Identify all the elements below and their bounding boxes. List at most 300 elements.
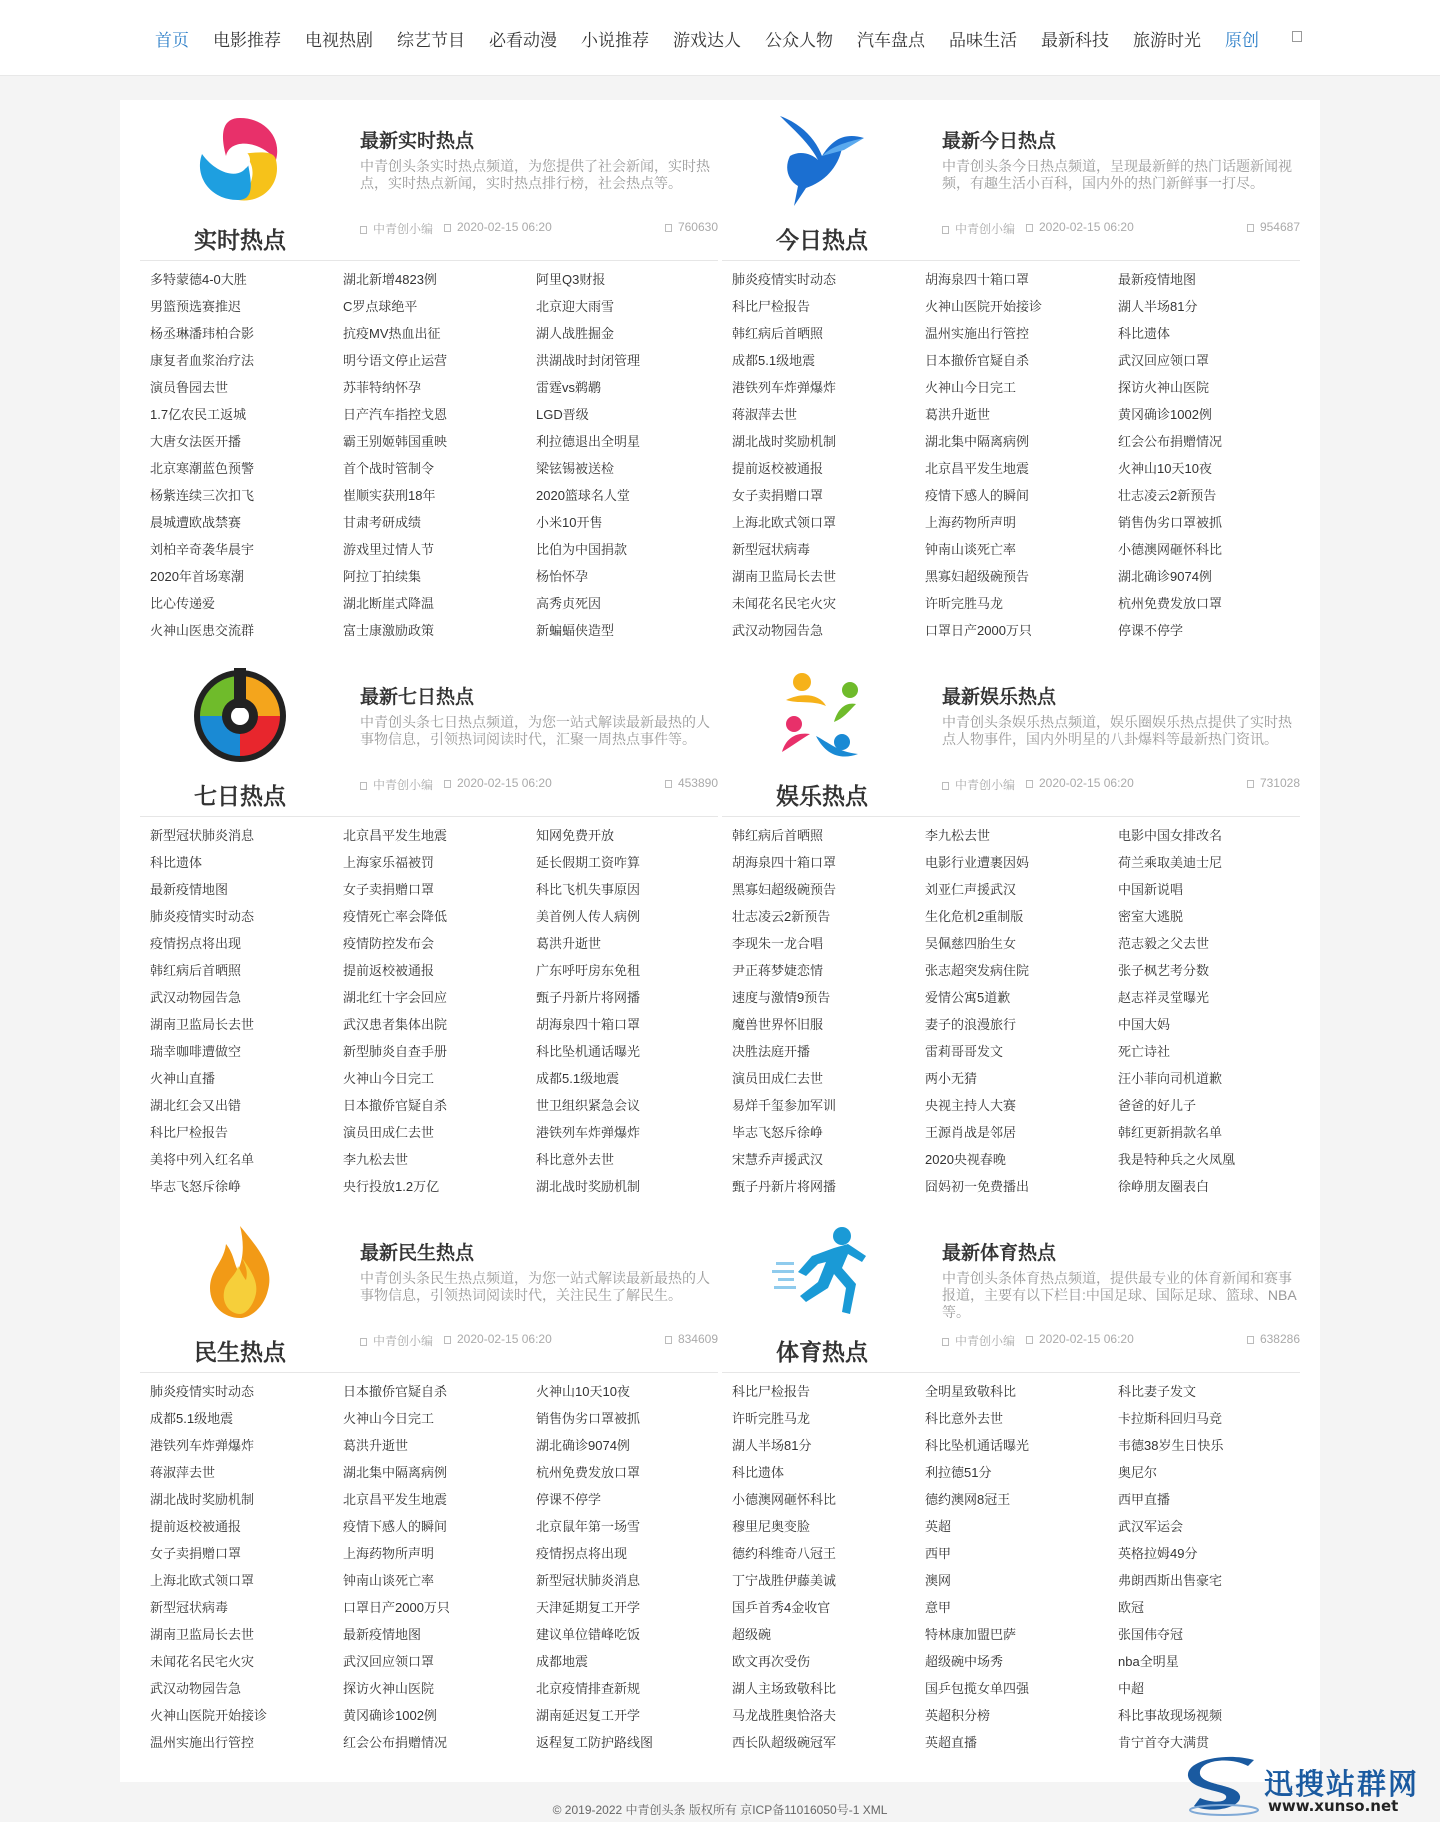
topic-link[interactable]: 尹正蒋梦婕恋情 bbox=[732, 963, 824, 978]
nav-item[interactable]: 首页 bbox=[155, 30, 189, 50]
topic-link[interactable]: 红会公布捐赠情况 bbox=[1118, 434, 1223, 449]
topic-link[interactable]: 欧文再次受伤 bbox=[732, 1654, 811, 1669]
topic-link[interactable]: 武汉患者集体出院 bbox=[343, 1017, 448, 1032]
topic-link[interactable]: 肺炎疫情实时动态 bbox=[150, 1384, 255, 1399]
topic-link[interactable]: 广东呼吁房东免租 bbox=[536, 963, 641, 978]
topic-link[interactable]: 北京疫情排查新规 bbox=[536, 1681, 641, 1696]
topic-link[interactable]: 疫情拐点将出现 bbox=[150, 936, 242, 951]
topic-link[interactable]: 火神山医患交流群 bbox=[150, 623, 255, 638]
topic-link[interactable]: 多特蒙德4-0大胜 bbox=[150, 272, 247, 287]
section-logo[interactable] bbox=[140, 1212, 340, 1372]
author: 中青创小编 bbox=[955, 778, 1016, 792]
topic-link[interactable]: 丁宁战胜伊藤美诚 bbox=[732, 1573, 837, 1588]
topic-link[interactable]: 温州实施出行管控 bbox=[925, 326, 1030, 341]
topic-link[interactable]: 张子枫艺考分数 bbox=[1118, 963, 1210, 978]
topic-link[interactable]: 利拉德51分 bbox=[925, 1465, 992, 1480]
topic-link[interactable]: 知网免费开放 bbox=[536, 828, 615, 843]
section-title[interactable]: 最新实时热点 bbox=[360, 131, 475, 152]
topic-link[interactable]: 洪湖战时封闭管理 bbox=[536, 353, 641, 368]
topic-link[interactable]: 火神山医院开始接诊 bbox=[925, 299, 1043, 314]
nav-item[interactable]: 汽车盘点 bbox=[857, 30, 925, 50]
topic-link[interactable]: 演员田成仁去世 bbox=[732, 1071, 824, 1086]
topic-link[interactable]: 密室大逃脱 bbox=[1118, 909, 1184, 924]
topic-link[interactable]: 停课不停学 bbox=[536, 1492, 602, 1507]
topic-link[interactable]: 抗疫MV热血出征 bbox=[343, 326, 441, 341]
topic-link[interactable]: 中国新说唱 bbox=[1118, 882, 1184, 897]
nav-item[interactable]: 电影推荐 bbox=[213, 30, 281, 50]
topic-link[interactable]: 火神山10天10夜 bbox=[1118, 461, 1212, 476]
topic-link[interactable]: 武汉回应领口罩 bbox=[1118, 353, 1210, 368]
topic-link[interactable]: 李九松去世 bbox=[343, 1152, 409, 1167]
topic-link[interactable]: 国乒首秀4金收官 bbox=[732, 1600, 831, 1615]
topic-link[interactable]: 最新疫情地图 bbox=[1118, 272, 1197, 287]
topic-link[interactable]: 决胜法庭开播 bbox=[732, 1044, 811, 1059]
topic-link[interactable]: 湖人战胜掘金 bbox=[536, 326, 615, 341]
logo-caption: 民生热点 bbox=[194, 1339, 286, 1365]
topic-link[interactable]: 火神山直播 bbox=[150, 1071, 216, 1086]
section-logo[interactable] bbox=[722, 656, 922, 816]
topic-link[interactable]: 武汉动物园告急 bbox=[732, 623, 824, 638]
topic-link[interactable]: 游戏里过情人节 bbox=[343, 542, 435, 557]
section-meta bbox=[360, 1332, 718, 1348]
topic-link[interactable]: 毕志飞怒斥徐峥 bbox=[732, 1125, 824, 1140]
section-logo[interactable] bbox=[722, 100, 922, 260]
topic-link[interactable]: 湖北确诊9074例 bbox=[1118, 569, 1212, 584]
topic-link[interactable]: 肺炎疫情实时动态 bbox=[150, 909, 255, 924]
topic-link[interactable]: 科比尸检报告 bbox=[732, 299, 811, 314]
topic-link[interactable]: 新型肺炎自查手册 bbox=[343, 1044, 448, 1059]
topic-link[interactable]: 蒋淑萍去世 bbox=[732, 407, 798, 422]
topic-link[interactable]: 美首例人传人病例 bbox=[536, 909, 641, 924]
topic-link[interactable]: 苏菲特纳怀孕 bbox=[343, 380, 422, 395]
topic-link[interactable]: 北京寒潮蓝色预警 bbox=[150, 461, 255, 476]
topic-link[interactable]: 销售伪劣口罩被抓 bbox=[1118, 515, 1223, 530]
section-title[interactable]: 最新七日热点 bbox=[360, 687, 475, 708]
topic-link[interactable]: 国乒包揽女单四强 bbox=[925, 1681, 1030, 1696]
topic-link[interactable]: 韩红病后首晒照 bbox=[150, 963, 242, 978]
topic-link[interactable]: 杨紫连续三次扣飞 bbox=[150, 488, 255, 503]
topic-link[interactable]: 超级碗中场秀 bbox=[925, 1654, 1004, 1669]
topic-link[interactable]: 肺炎疫情实时动态 bbox=[732, 272, 837, 287]
topic-link[interactable]: 演员田成仁去世 bbox=[343, 1125, 435, 1140]
topic-link[interactable]: 建议单位错峰吃饭 bbox=[536, 1627, 641, 1642]
topic-link[interactable]: 大唐女法医开播 bbox=[150, 434, 242, 449]
topic-link[interactable]: 霸王别姬韩国重映 bbox=[343, 434, 448, 449]
topic-link[interactable]: 新型冠状病毒 bbox=[150, 1600, 229, 1615]
topic-link[interactable]: 探访火神山医院 bbox=[1118, 380, 1210, 395]
topic-link[interactable]: 湖北新增4823例 bbox=[343, 272, 437, 287]
topic-link[interactable]: 易烊千玺参加军训 bbox=[732, 1098, 837, 1113]
topic-link[interactable]: 妻子的浪漫旅行 bbox=[925, 1017, 1017, 1032]
topic-link[interactable]: 魔兽世界怀旧服 bbox=[732, 1017, 824, 1032]
topic-link[interactable]: 日本撤侨官疑自杀 bbox=[925, 353, 1030, 368]
topic-link[interactable]: 北京迎大雨雪 bbox=[536, 299, 615, 314]
topic-link[interactable]: 蒋淑萍去世 bbox=[150, 1465, 216, 1480]
topic-link[interactable]: 囧妈初一免费播出 bbox=[925, 1179, 1030, 1194]
topic-link[interactable]: LGD晋级 bbox=[536, 407, 589, 422]
topic-link[interactable]: 湖北集中隔离病例 bbox=[925, 434, 1030, 449]
topic-link[interactable]: 张志超突发病住院 bbox=[925, 963, 1030, 978]
section-title[interactable]: 最新体育热点 bbox=[942, 1243, 1057, 1264]
nav-item[interactable]: 品味生活 bbox=[949, 30, 1017, 50]
topic-link[interactable]: 西甲 bbox=[925, 1546, 952, 1561]
section-logo[interactable] bbox=[140, 656, 340, 816]
topic-link[interactable]: 新蝙蝠侠造型 bbox=[536, 623, 615, 638]
topic-link[interactable]: 北京昌平发生地震 bbox=[925, 461, 1030, 476]
topic-link[interactable]: 毕志飞怒斥徐峥 bbox=[150, 1179, 242, 1194]
topic-link[interactable]: 葛洪升逝世 bbox=[343, 1438, 409, 1453]
topic-link[interactable]: 科比妻子发文 bbox=[1118, 1384, 1197, 1399]
topic-link[interactable]: 徐峥朋友圈表白 bbox=[1118, 1179, 1210, 1194]
topic-link[interactable]: 小德澳网砸怀科比 bbox=[1118, 542, 1223, 557]
topic-link[interactable]: 梁铉锡被送检 bbox=[536, 461, 615, 476]
topic-link[interactable]: 葛洪升逝世 bbox=[536, 936, 602, 951]
topic-link[interactable]: nba全明星 bbox=[1118, 1654, 1179, 1669]
topic-link[interactable]: 2020篮球名人堂 bbox=[536, 488, 630, 503]
views-meta bbox=[665, 776, 718, 790]
topic-link[interactable]: 黑寡妇超级碗预告 bbox=[732, 882, 837, 897]
topic-link[interactable]: 电影中国女排改名 bbox=[1118, 828, 1223, 843]
topic-link[interactable]: 科比意外去世 bbox=[925, 1411, 1004, 1426]
topic-link[interactable]: 德约澳网8冠王 bbox=[925, 1492, 1011, 1507]
topic-link[interactable]: 富士康激励政策 bbox=[343, 623, 435, 638]
topic-link[interactable]: 生化危机2重制版 bbox=[925, 909, 1024, 924]
topic-link[interactable]: 荷兰乘取美迪士尼 bbox=[1118, 855, 1223, 870]
topic-link[interactable]: 疫情下感人的瞬间 bbox=[343, 1519, 448, 1534]
topic-link[interactable]: 李九松去世 bbox=[925, 828, 991, 843]
topic-link[interactable]: 马龙战胜奥恰洛夫 bbox=[732, 1708, 837, 1723]
topic-link[interactable]: 王源肖战是邻居 bbox=[925, 1125, 1017, 1140]
topic-link[interactable]: 韩红更新捐款名单 bbox=[1118, 1125, 1223, 1140]
topic-link[interactable]: 上海药物所声明 bbox=[343, 1546, 435, 1561]
topic-link[interactable]: 刘柏辛奇袭华晨宇 bbox=[150, 542, 255, 557]
topic-link[interactable]: 北京鼠年第一场雪 bbox=[536, 1519, 641, 1534]
topic-link[interactable]: 停课不停学 bbox=[1118, 623, 1184, 638]
topic-link[interactable]: 提前返校被通报 bbox=[732, 461, 824, 476]
nav-item[interactable]: 综艺节目 bbox=[397, 30, 465, 50]
topic-link-list bbox=[732, 826, 1310, 1204]
menu-icon[interactable] bbox=[1292, 31, 1302, 42]
topic-link[interactable]: 武汉军运会 bbox=[1118, 1519, 1184, 1534]
topic-link[interactable]: 超级碗 bbox=[732, 1627, 772, 1642]
topic-link[interactable]: 崔顺实获刑18年 bbox=[343, 488, 436, 503]
topic-link[interactable]: 甄子丹新片将网播 bbox=[536, 990, 641, 1005]
topic-link[interactable]: 返程复工防护路线图 bbox=[536, 1735, 654, 1750]
topic-link[interactable]: 武汉回应领口罩 bbox=[343, 1654, 435, 1669]
nav-item[interactable]: 电视热剧 bbox=[305, 30, 373, 50]
topic-link[interactable]: 武汉动物园告急 bbox=[150, 1681, 242, 1696]
topic-link[interactable]: 刘亚仁声援武汉 bbox=[925, 882, 1017, 897]
view-count: 731028 bbox=[1259, 776, 1300, 790]
section-description: 中青创头条实时热点频道，为您提供了社会新闻，实时热点，实时热点新闻，实时热点排行榜，社会热点等。 bbox=[360, 158, 710, 191]
section-logo[interactable] bbox=[140, 100, 340, 260]
topic-link[interactable]: 范志毅之父去世 bbox=[1118, 936, 1210, 951]
topic-link[interactable]: 黄冈确诊1002例 bbox=[1118, 407, 1212, 422]
topic-link[interactable]: 成都5.1级地震 bbox=[732, 353, 816, 368]
topic-link[interactable]: 意甲 bbox=[925, 1600, 952, 1615]
topic-link[interactable]: 提前返校被通报 bbox=[343, 963, 435, 978]
topic-link[interactable]: 口罩日产2000万只 bbox=[925, 623, 1032, 638]
topic-link[interactable]: 北京昌平发生地震 bbox=[343, 828, 448, 843]
topic-link[interactable]: 速度与激情9预告 bbox=[732, 990, 831, 1005]
topic-link[interactable]: 西甲直播 bbox=[1118, 1492, 1171, 1507]
topic-link[interactable]: 中国大妈 bbox=[1118, 1017, 1171, 1032]
user-icon bbox=[360, 782, 367, 790]
topic-link[interactable]: 阿拉丁拍续集 bbox=[343, 569, 422, 584]
topic-link[interactable]: 未闻花名民宅火灾 bbox=[150, 1654, 255, 1669]
topic-link[interactable]: 演员鲁园去世 bbox=[150, 380, 229, 395]
topic-link[interactable]: 钟南山谈死亡率 bbox=[343, 1573, 435, 1588]
topic-link[interactable]: 湖北战时奖励机制 bbox=[150, 1492, 255, 1507]
topic-link[interactable]: 杭州免费发放口罩 bbox=[536, 1465, 641, 1480]
topic-link[interactable]: 肯宁首夺大满贯 bbox=[1118, 1735, 1210, 1750]
topic-link[interactable]: 最新疫情地图 bbox=[343, 1627, 422, 1642]
top-navigation-bar bbox=[0, 0, 1440, 76]
topic-link[interactable]: 上海北欧式领口罩 bbox=[150, 1573, 255, 1588]
topic-link[interactable]: 美将中列入红名单 bbox=[150, 1152, 255, 1167]
topic-link[interactable]: 上海药物所声明 bbox=[925, 515, 1017, 530]
author-meta bbox=[360, 220, 433, 237]
topic-link[interactable]: 北京昌平发生地震 bbox=[343, 1492, 448, 1507]
topic-link[interactable]: 火神山10天10夜 bbox=[536, 1384, 630, 1399]
topic-link[interactable]: 明兮语文停止运营 bbox=[343, 353, 448, 368]
topic-link[interactable]: 利拉德退出全明星 bbox=[536, 434, 641, 449]
topic-link[interactable]: 卡拉斯科回归马竞 bbox=[1118, 1411, 1223, 1426]
topic-link[interactable]: 英格拉姆49分 bbox=[1118, 1546, 1198, 1561]
topic-link[interactable]: 壮志凌云2新预告 bbox=[1118, 488, 1217, 503]
topic-link[interactable]: 首个战时管制令 bbox=[343, 461, 435, 476]
user-icon bbox=[942, 782, 949, 790]
topic-link[interactable]: 新型冠状病毒 bbox=[732, 542, 811, 557]
topic-link[interactable]: 销售伪劣口罩被抓 bbox=[536, 1411, 641, 1426]
topic-link[interactable]: 杭州免费发放口罩 bbox=[1118, 596, 1223, 611]
user-icon bbox=[942, 1338, 949, 1346]
section-title[interactable]: 最新娱乐热点 bbox=[942, 687, 1057, 708]
topic-link[interactable]: 火神山今日完工 bbox=[343, 1411, 435, 1426]
topic-link[interactable]: 疫情拐点将出现 bbox=[536, 1546, 628, 1561]
topic-link[interactable]: 温州实施出行管控 bbox=[150, 1735, 255, 1750]
eye-icon bbox=[1247, 1336, 1254, 1344]
topic-link[interactable]: 提前返校被通报 bbox=[150, 1519, 242, 1534]
nav-item[interactable]: 原创 bbox=[1225, 30, 1259, 50]
topic-link[interactable]: 探访火神山医院 bbox=[343, 1681, 435, 1696]
topic-link[interactable]: 男篮预选赛推迟 bbox=[150, 299, 242, 314]
topic-link[interactable]: 许昕完胜马龙 bbox=[925, 596, 1004, 611]
topic-link[interactable]: 韦德38岁生日快乐 bbox=[1118, 1438, 1224, 1453]
topic-link[interactable]: 口罩日产2000万只 bbox=[343, 1600, 450, 1615]
topic-link[interactable]: 港铁列车炸弹爆炸 bbox=[732, 380, 837, 395]
topic-link[interactable]: 科比尸检报告 bbox=[150, 1125, 229, 1140]
topic-link[interactable]: 电影行业遭裹因妈 bbox=[925, 855, 1030, 870]
topic-link[interactable]: 新型冠状肺炎消息 bbox=[536, 1573, 641, 1588]
topic-link[interactable]: 英超直播 bbox=[925, 1735, 978, 1750]
topic-link[interactable]: 西长队超级碗冠军 bbox=[732, 1735, 837, 1750]
topic-link[interactable]: 1.7亿农民工返城 bbox=[150, 407, 247, 422]
topic-link[interactable]: 央视主持人大赛 bbox=[925, 1098, 1017, 1113]
date-meta bbox=[1026, 220, 1134, 234]
topic-link[interactable]: 胡海泉四十箱口罩 bbox=[536, 1017, 641, 1032]
topic-link[interactable]: 欧冠 bbox=[1118, 1600, 1145, 1615]
nav-item[interactable]: 公众人物 bbox=[765, 30, 833, 50]
topic-link[interactable]: 火神山医院开始接诊 bbox=[150, 1708, 268, 1723]
topic-link[interactable]: 疫情死亡率会降低 bbox=[343, 909, 448, 924]
topic-link[interactable]: 杨丞琳潘玮柏合影 bbox=[150, 326, 255, 341]
topic-link[interactable]: 韩红病后首晒照 bbox=[732, 326, 824, 341]
topic-link[interactable]: 韩红病后首晒照 bbox=[732, 828, 824, 843]
topic-link[interactable]: 小德澳网砸怀科比 bbox=[732, 1492, 837, 1507]
topic-link[interactable]: 疫情防控发布会 bbox=[343, 936, 435, 951]
topic-link[interactable]: 特林康加盟巴萨 bbox=[925, 1627, 1017, 1642]
topic-link[interactable]: 科比坠机通话曝光 bbox=[925, 1438, 1030, 1453]
topic-link[interactable]: 奥尼尔 bbox=[1118, 1465, 1158, 1480]
topic-link[interactable]: 张国伟夺冠 bbox=[1118, 1627, 1184, 1642]
nav-item[interactable]: 小说推荐 bbox=[581, 30, 649, 50]
topic-link[interactable]: 雷霆vs鹈鹕 bbox=[536, 380, 602, 395]
topic-link[interactable]: 日产汽车指控戈恩 bbox=[343, 407, 448, 422]
topic-link[interactable]: 湖南卫监局长去世 bbox=[732, 569, 837, 584]
topic-link[interactable]: 赵志祥灵堂曝光 bbox=[1118, 990, 1210, 1005]
topic-link[interactable]: 成都5.1级地震 bbox=[150, 1411, 234, 1426]
topic-link[interactable]: 2020央视春晚 bbox=[925, 1152, 1006, 1167]
topic-link[interactable]: 黑寡妇超级碗预告 bbox=[925, 569, 1030, 584]
topic-link[interactable]: 疫情下感人的瞬间 bbox=[925, 488, 1030, 503]
topic-link[interactable]: 穆里尼奥变脸 bbox=[732, 1519, 811, 1534]
topic-link[interactable]: 吴佩慈四胎生女 bbox=[925, 936, 1017, 951]
topic-link[interactable]: 高秀贞死因 bbox=[536, 596, 602, 611]
topic-link[interactable]: 天津延期复工开学 bbox=[536, 1600, 641, 1615]
topic-link[interactable]: 湖北战时奖励机制 bbox=[536, 1179, 641, 1194]
topic-link[interactable]: 湖人半场81分 bbox=[1118, 299, 1198, 314]
topic-link[interactable]: 女子卖捐赠口罩 bbox=[343, 882, 435, 897]
topic-link[interactable]: 胡海泉四十箱口罩 bbox=[732, 855, 837, 870]
topic-link[interactable]: 全明星致敬科比 bbox=[925, 1384, 1017, 1399]
logo-caption: 娱乐热点 bbox=[776, 783, 868, 809]
topic-link[interactable]: 科比坠机通话曝光 bbox=[536, 1044, 641, 1059]
topic-link[interactable]: 我是特种兵之火凤凰 bbox=[1118, 1152, 1236, 1167]
topic-link[interactable]: 甘肃考研成绩 bbox=[343, 515, 422, 530]
topic-link[interactable]: 英超积分榜 bbox=[925, 1708, 991, 1723]
topic-link[interactable]: 央行投放1.2万亿 bbox=[343, 1179, 440, 1194]
topic-link[interactable]: 湖人主场致敬科比 bbox=[732, 1681, 837, 1696]
date-meta bbox=[444, 220, 552, 234]
topic-link[interactable]: 许昕完胜马龙 bbox=[732, 1411, 811, 1426]
topic-link[interactable]: 延长假期工资咋算 bbox=[536, 855, 641, 870]
topic-link[interactable]: 科比飞机失事原因 bbox=[536, 882, 641, 897]
topic-link[interactable]: 胡海泉四十箱口罩 bbox=[925, 272, 1030, 287]
section-logo[interactable] bbox=[722, 1212, 922, 1372]
topic-link[interactable]: 杨怡怀孕 bbox=[536, 569, 589, 584]
topic-link-list bbox=[150, 826, 728, 1204]
topic-link[interactable]: 晨城遭欧战禁赛 bbox=[150, 515, 242, 530]
topic-link[interactable]: 日本撤侨官疑自杀 bbox=[343, 1098, 448, 1113]
topic-link[interactable]: 日本撤侨官疑自杀 bbox=[343, 1384, 448, 1399]
topic-link[interactable]: 湖南延迟复工开学 bbox=[536, 1708, 641, 1723]
topic-link[interactable]: 阿里Q3财报 bbox=[536, 272, 606, 287]
topic-link[interactable]: 成都地震 bbox=[536, 1654, 589, 1669]
topic-link[interactable]: 两小无猜 bbox=[925, 1071, 978, 1086]
topic-link[interactable]: 成都5.1级地震 bbox=[536, 1071, 620, 1086]
topic-link[interactable]: 女子卖捐赠口罩 bbox=[150, 1546, 242, 1561]
topic-link[interactable]: 武汉动物园告急 bbox=[150, 990, 242, 1005]
topic-link[interactable]: 黄冈确诊1002例 bbox=[343, 1708, 437, 1723]
topic-link[interactable]: 湖人半场81分 bbox=[732, 1438, 812, 1453]
topic-link[interactable]: 新型冠状肺炎消息 bbox=[150, 828, 255, 843]
topic-link[interactable]: 宋慧乔声援武汉 bbox=[732, 1152, 824, 1167]
topic-link[interactable]: 爸爸的好儿子 bbox=[1118, 1098, 1197, 1113]
topic-link[interactable]: 红会公布捐赠情况 bbox=[343, 1735, 448, 1750]
topic-link[interactable]: 湖北红会又出错 bbox=[150, 1098, 242, 1113]
topic-link[interactable]: 湖南卫监局长去世 bbox=[150, 1627, 255, 1642]
view-count: 954687 bbox=[1259, 220, 1300, 234]
view-count: 453890 bbox=[677, 776, 718, 790]
topic-link[interactable]: 汪小菲向司机道歉 bbox=[1118, 1071, 1223, 1086]
topic-link[interactable]: 湖北确诊9074例 bbox=[536, 1438, 630, 1453]
topic-link[interactable]: 湖北战时奖励机制 bbox=[732, 434, 837, 449]
topic-link[interactable]: 瑞幸咖啡遭做空 bbox=[150, 1044, 242, 1059]
topic-link[interactable]: C罗点球绝平 bbox=[343, 299, 418, 314]
author-meta bbox=[942, 1332, 1015, 1349]
topic-link[interactable]: 葛洪升逝世 bbox=[925, 407, 991, 422]
topic-link[interactable]: 最新疫情地图 bbox=[150, 882, 229, 897]
topic-link[interactable]: 弗朗西斯出售豪宅 bbox=[1118, 1573, 1223, 1588]
topic-link[interactable]: 湖北集中隔离病例 bbox=[343, 1465, 448, 1480]
topic-link[interactable]: 上海北欧式领口罩 bbox=[732, 515, 837, 530]
topic-link[interactable]: 雷莉哥哥发文 bbox=[925, 1044, 1004, 1059]
topic-link[interactable]: 上海家乐福被罚 bbox=[343, 855, 435, 870]
topic-link[interactable]: 死亡诗社 bbox=[1118, 1044, 1171, 1059]
topic-link[interactable]: 钟南山谈死亡率 bbox=[925, 542, 1017, 557]
topic-link[interactable]: 科比尸检报告 bbox=[732, 1384, 811, 1399]
section-title[interactable]: 最新民生热点 bbox=[360, 1243, 475, 1264]
topic-link[interactable]: 世卫组织紧急会议 bbox=[536, 1098, 641, 1113]
topic-link[interactable]: 康复者血浆治疗法 bbox=[150, 353, 255, 368]
topic-link[interactable]: 甄子丹新片将网播 bbox=[732, 1179, 837, 1194]
topic-link[interactable]: 科比遗体 bbox=[150, 855, 203, 870]
topic-link[interactable]: 壮志凌云2新预告 bbox=[732, 909, 831, 924]
date: 2020-02-15 06:20 bbox=[1039, 776, 1134, 790]
topic-link[interactable]: 女子卖捐赠口罩 bbox=[732, 488, 824, 503]
topic-link[interactable]: 科比意外去世 bbox=[536, 1152, 615, 1167]
nav-item[interactable]: 最新科技 bbox=[1041, 30, 1109, 50]
topic-link[interactable]: 英超 bbox=[925, 1519, 952, 1534]
nav-item[interactable]: 旅游时光 bbox=[1133, 30, 1201, 50]
topic-link[interactable]: 中超 bbox=[1118, 1681, 1145, 1696]
user-icon bbox=[942, 226, 949, 234]
topic-link[interactable]: 小米10开售 bbox=[536, 515, 603, 530]
topic-link[interactable]: 火神山今日完工 bbox=[925, 380, 1017, 395]
topic-link[interactable]: 李现朱一龙合唱 bbox=[732, 936, 824, 951]
topic-link[interactable]: 湖北断崖式降温 bbox=[343, 596, 435, 611]
topic-link[interactable]: 科比遗体 bbox=[1118, 326, 1171, 341]
topic-link[interactable]: 2020年首场寒潮 bbox=[150, 569, 244, 584]
nav-item[interactable]: 游戏达人 bbox=[673, 30, 741, 50]
section-title[interactable]: 最新今日热点 bbox=[942, 131, 1057, 152]
topic-link[interactable]: 火神山今日完工 bbox=[343, 1071, 435, 1086]
topic-link[interactable]: 港铁列车炸弹爆炸 bbox=[536, 1125, 641, 1140]
topic-link[interactable]: 比心传递爱 bbox=[150, 596, 216, 611]
topic-link[interactable]: 湖南卫监局长去世 bbox=[150, 1017, 255, 1032]
nav-item[interactable]: 必看动漫 bbox=[489, 30, 557, 50]
topic-link[interactable]: 爱情公寓5道歉 bbox=[925, 990, 1011, 1005]
topic-link[interactable]: 未闻花名民宅火灾 bbox=[732, 596, 837, 611]
topic-link[interactable]: 湖北红十字会回应 bbox=[343, 990, 448, 1005]
topic-link[interactable]: 澳网 bbox=[925, 1573, 952, 1588]
topic-link[interactable]: 港铁列车炸弹爆炸 bbox=[150, 1438, 255, 1453]
topic-link[interactable]: 比伯为中国捐款 bbox=[536, 542, 628, 557]
topic-link[interactable]: 德约科维奇八冠王 bbox=[732, 1546, 837, 1561]
topic-link[interactable]: 科比事故现场视频 bbox=[1118, 1708, 1223, 1723]
topic-link[interactable]: 科比遗体 bbox=[732, 1465, 785, 1480]
